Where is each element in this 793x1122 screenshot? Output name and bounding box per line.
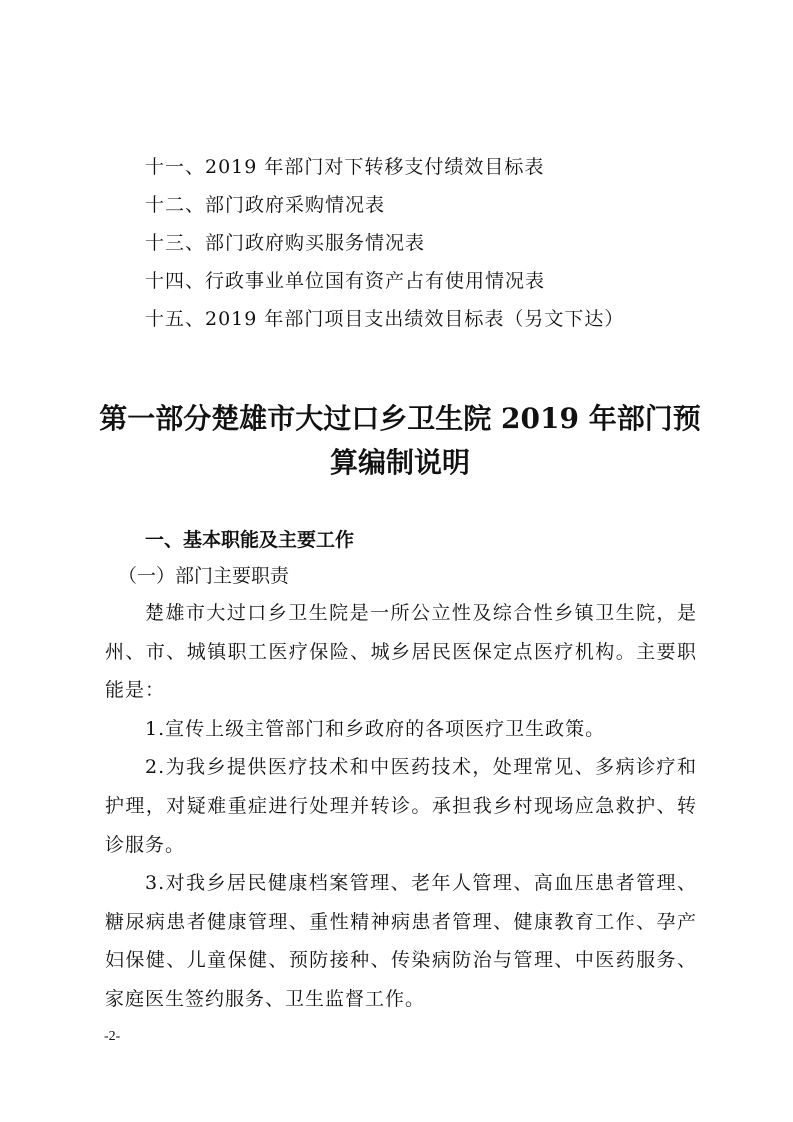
part-title-line-1: 第一部分楚雄市大过口乡卫生院 2019 年部门预: [99, 402, 701, 435]
section-heading: 一、基本职能及主要工作: [145, 529, 355, 551]
paragraph-duty-3: 3.对我乡居民健康档案管理、老年人管理、高血压患者管理、糖尿病患者健康管理、重性精神病患者管理、健康教育工作、孕产妇保健、儿童保健、预防接种、传染病防治与管理、中医药服务、家庭医生签约服务、卫生监督工作。: [105, 872, 697, 1010]
paragraph-duty-2: 2.为我乡提供医疗技术和中医药技术，处理常见、多病诊疗和护理，对疑难重症进行处理并转诊。承担我乡村现场应急救护、转诊服务。: [105, 756, 697, 856]
page-number: -2-: [104, 1029, 121, 1044]
paragraph-intro: 楚雄市大过口乡卫生院是一所公立性及综合性乡镇卫生院，是州、市、城镇职工医疗保险、城乡居民医保定点医疗机构。主要职能是：: [105, 602, 697, 702]
subsection-heading: （一）部门主要职责: [118, 565, 290, 587]
part-title-line-2: 算编制说明: [329, 446, 470, 479]
toc-item-15: 十五、2019 年部门项目支出绩效目标表（另文下达）: [145, 308, 625, 330]
table-of-contents: [145, 148, 705, 338]
toc-item-13: 十三、部门政府购买服务情况表: [145, 232, 426, 254]
paragraph-duty-1: 1.宣传上级主管部门和乡政府的各项医疗卫生政策。: [145, 717, 606, 740]
part-title: [90, 397, 710, 485]
toc-item-14: 十四、行政事业单位国有资产占有使用情况表: [145, 270, 546, 292]
body-text: [105, 594, 697, 1019]
toc-item-12: 十二、部门政府采购情况表: [145, 194, 386, 216]
toc-item-11: 十一、2019 年部门对下转移支付绩效目标表: [145, 156, 545, 178]
